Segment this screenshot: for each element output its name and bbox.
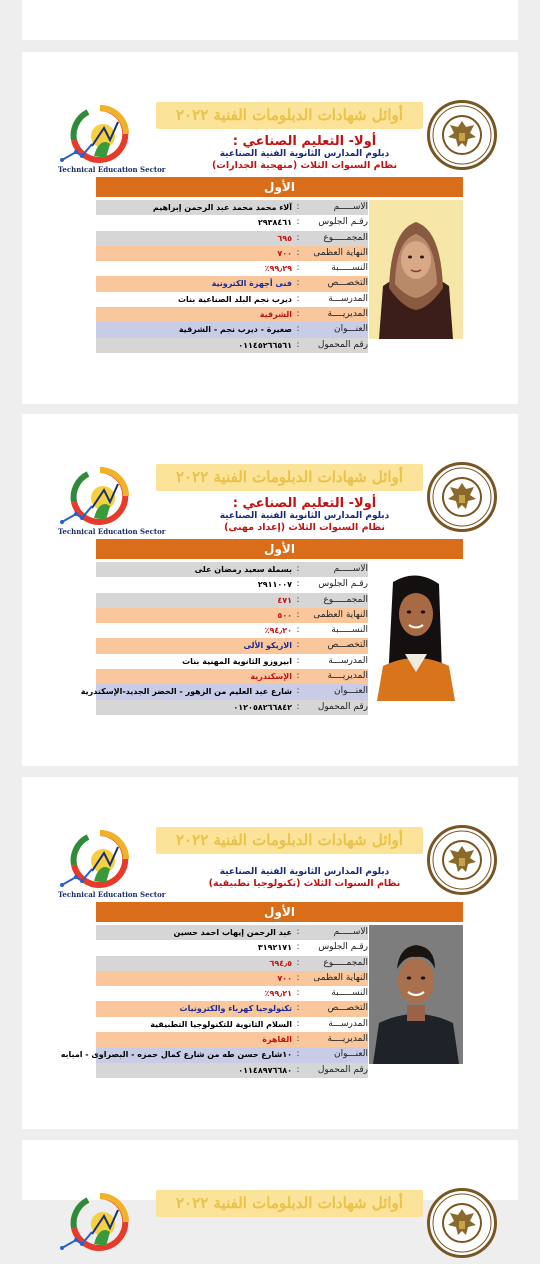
value-name: عبد الرحمن إيهاب احمد حسين bbox=[173, 928, 292, 937]
label-mobile: رقم المحمول bbox=[317, 701, 368, 712]
diploma-subtitle: دبلوم المدارس الثانوية الفنية الصناعية bbox=[219, 149, 390, 159]
result-card-2[interactable] bbox=[22, 414, 518, 766]
colon: : bbox=[296, 1064, 300, 1075]
row-total bbox=[96, 956, 368, 971]
value-mobile: ٠١١٤٨٩٧٦٦٨٠ bbox=[238, 1065, 292, 1075]
label-total: المجمـــــوع bbox=[323, 232, 368, 243]
row-total bbox=[96, 593, 368, 608]
value-seat: ٣١٩٢١٧١ bbox=[257, 943, 292, 953]
colon: : bbox=[296, 988, 300, 999]
value-name: بسملة سعيد رمضان على bbox=[194, 565, 292, 574]
label-seat: رقـم الجلوس bbox=[318, 579, 368, 590]
label-name: الاســـــم bbox=[333, 927, 368, 937]
card-heading bbox=[192, 134, 417, 172]
value-spec: تكنولوجيا كهرباء والكترونيات bbox=[179, 1004, 292, 1014]
technical-sector-logo-icon bbox=[58, 825, 138, 897]
colon: : bbox=[296, 1049, 300, 1060]
row-spec bbox=[96, 638, 368, 653]
row-spec bbox=[96, 1001, 368, 1016]
colon: : bbox=[296, 564, 300, 574]
row-name bbox=[96, 562, 368, 577]
label-max: النهاية العظمى bbox=[313, 972, 368, 983]
system-title: نظام السنوات الثلاث (تكنولوجيا تطبيقية) bbox=[208, 878, 401, 889]
student-photo bbox=[369, 562, 463, 701]
technical-sector-logo-icon bbox=[58, 1188, 138, 1260]
banner-title: أوائل شهادات الدبلومات الفنية ٢٠٢٢ bbox=[156, 1190, 423, 1217]
value-directorate: القاهرة bbox=[262, 1035, 292, 1045]
colon: : bbox=[296, 942, 300, 953]
value-total: ٤٧١ bbox=[277, 595, 292, 605]
value-address: صغيرة - ديرب نجم - الشرقية bbox=[178, 325, 292, 335]
value-name: آلاء محمد محمد عبد الرحمن إبراهيم bbox=[152, 203, 292, 212]
ministry-seal-icon bbox=[427, 825, 497, 895]
colon: : bbox=[296, 927, 300, 937]
row-total bbox=[96, 231, 368, 246]
colon: : bbox=[296, 1018, 300, 1029]
colon: : bbox=[296, 957, 300, 968]
row-name bbox=[96, 925, 368, 940]
colon: : bbox=[296, 972, 300, 983]
label-percent: النســـــبة bbox=[331, 988, 368, 999]
label-address: العنـــوان bbox=[334, 1049, 368, 1060]
system-title: نظام السنوات الثلاث (إعداد مهنى) bbox=[224, 522, 385, 533]
row-mobile bbox=[96, 1063, 368, 1078]
colon: : bbox=[296, 324, 300, 335]
student-photo bbox=[369, 925, 463, 1064]
row-address bbox=[96, 322, 368, 337]
label-spec: التخصـــص bbox=[327, 640, 368, 651]
label-total: المجمـــــوع bbox=[323, 594, 368, 605]
colon: : bbox=[296, 1003, 300, 1014]
colon: : bbox=[296, 609, 300, 620]
value-directorate: الشرقية bbox=[259, 310, 292, 320]
label-name: الاســـــم bbox=[333, 564, 368, 574]
label-percent: النســـــبة bbox=[331, 263, 368, 274]
value-total: ٦٩٥ bbox=[277, 233, 292, 243]
row-directorate bbox=[96, 307, 368, 322]
colon: : bbox=[296, 278, 300, 289]
value-address: شارع عبد العليم من الزهور - الحضر الجديد-الإسكندرية bbox=[80, 687, 292, 697]
ministry-seal-icon bbox=[427, 100, 497, 170]
colon: : bbox=[296, 625, 300, 636]
label-directorate: المديريــــة bbox=[327, 1034, 368, 1045]
value-spec: فنى أجهزة الكترونية bbox=[211, 279, 292, 289]
value-max: ٧٠٠ bbox=[277, 973, 292, 983]
student-photo bbox=[369, 200, 463, 339]
value-directorate: الإسكندرية bbox=[250, 672, 292, 682]
value-percent: ٩٩٫٢١٪ bbox=[264, 989, 292, 999]
value-total: ٦٩٤٫٥ bbox=[269, 958, 292, 968]
colon: : bbox=[296, 579, 300, 590]
row-max bbox=[96, 971, 368, 986]
row-spec bbox=[96, 276, 368, 291]
value-school: السلام الثانوية للتكنولوجيا التطبيقية bbox=[150, 1019, 292, 1029]
value-address: ١٠شارع حسن طه من شارع كمال حمزه - البصراوى - امبابه bbox=[60, 1050, 292, 1060]
colon: : bbox=[296, 686, 300, 697]
label-spec: التخصـــص bbox=[327, 278, 368, 289]
ministry-seal-icon bbox=[427, 462, 497, 532]
value-school: ديرب نجم البلد الصناعية بنات bbox=[178, 294, 292, 304]
row-directorate bbox=[96, 1032, 368, 1047]
value-school: ابيروزو الثانوية المهنية بنات bbox=[182, 656, 292, 666]
heading-title: أولا- التعليم الصناعي : bbox=[232, 134, 377, 149]
result-card-1[interactable] bbox=[22, 52, 518, 404]
colon: : bbox=[296, 594, 300, 605]
colon: : bbox=[296, 640, 300, 651]
colon: : bbox=[296, 293, 300, 304]
sector-caption: Technical Education Sector bbox=[58, 890, 166, 899]
banner-title: أوائل شهادات الدبلومات الفنية ٢٠٢٢ bbox=[156, 827, 423, 854]
value-percent: ٩٤٫٢٠٪ bbox=[264, 626, 292, 636]
rank-bar: الأول bbox=[96, 539, 463, 559]
diploma-subtitle: دبلوم المدارس الثانوية الفنية الصناعية bbox=[219, 511, 390, 521]
label-directorate: المديريــــة bbox=[327, 671, 368, 682]
label-address: العنـــوان bbox=[334, 686, 368, 697]
result-card-4[interactable] bbox=[22, 1140, 518, 1212]
label-name: الاســـــم bbox=[333, 202, 368, 212]
colon: : bbox=[296, 671, 300, 682]
row-percent bbox=[96, 986, 368, 1001]
row-address bbox=[80, 684, 368, 699]
row-seat bbox=[96, 577, 368, 592]
value-percent: ٩٩٫٢٩٪ bbox=[264, 264, 292, 274]
value-mobile: ٠١٢٠٥٨٢٦٦٨٤٢ bbox=[233, 702, 292, 712]
row-school bbox=[96, 1017, 368, 1032]
value-seat: ٢٩١١٠٠٧ bbox=[257, 580, 292, 590]
row-name bbox=[96, 200, 368, 215]
technical-sector-logo-icon bbox=[58, 462, 138, 534]
value-seat: ٢٩٣٨٤٦١ bbox=[257, 218, 292, 228]
row-address bbox=[60, 1047, 368, 1062]
label-seat: رقـم الجلوس bbox=[318, 942, 368, 953]
previous-card-edge bbox=[22, 0, 518, 40]
row-max bbox=[96, 608, 368, 623]
value-mobile: ٠١١٤٥٢٦٦٥٦١ bbox=[238, 340, 292, 350]
system-title: نظام السنوات الثلاث (منهجية الجدارات) bbox=[211, 160, 398, 171]
diploma-subtitle: دبلوم المدارس الثانوية الفنية الصناعية bbox=[219, 867, 390, 877]
ministry-seal-icon bbox=[427, 1188, 497, 1258]
row-directorate bbox=[96, 669, 368, 684]
label-school: المدرســـة bbox=[328, 293, 368, 304]
colon: : bbox=[296, 655, 300, 666]
colon: : bbox=[296, 202, 300, 212]
label-school: المدرســـة bbox=[328, 1018, 368, 1029]
label-school: المدرســـة bbox=[328, 655, 368, 666]
row-school bbox=[96, 292, 368, 307]
value-max: ٧٠٠ bbox=[277, 248, 292, 258]
banner-title: أوائل شهادات الدبلومات الفنية ٢٠٢٢ bbox=[156, 464, 423, 491]
colon: : bbox=[296, 247, 300, 258]
label-mobile: رقم المحمول bbox=[317, 1064, 368, 1075]
sector-caption: Technical Education Sector bbox=[58, 165, 166, 174]
label-max: النهاية العظمى bbox=[313, 609, 368, 620]
colon: : bbox=[296, 217, 300, 228]
rank-bar: الأول bbox=[96, 177, 463, 197]
colon: : bbox=[296, 263, 300, 274]
colon: : bbox=[296, 701, 300, 712]
row-seat bbox=[96, 215, 368, 230]
row-max bbox=[96, 246, 368, 261]
label-directorate: المديريــــة bbox=[327, 309, 368, 320]
label-spec: التخصـــص bbox=[327, 1003, 368, 1014]
banner-title: أوائل شهادات الدبلومات الفنية ٢٠٢٢ bbox=[156, 102, 423, 129]
heading-title: أولا- التعليم الصناعي : bbox=[232, 496, 377, 511]
row-percent bbox=[96, 261, 368, 276]
label-percent: النســـــبة bbox=[331, 625, 368, 636]
row-mobile bbox=[96, 700, 368, 715]
label-total: المجمـــــوع bbox=[323, 957, 368, 968]
details-table bbox=[80, 562, 368, 715]
row-seat bbox=[96, 940, 368, 955]
sector-caption: Technical Education Sector bbox=[58, 527, 166, 536]
result-card-3[interactable] bbox=[22, 777, 518, 1129]
label-address: العنـــوان bbox=[334, 324, 368, 335]
colon: : bbox=[296, 309, 300, 320]
rank-bar: الأول bbox=[96, 902, 463, 922]
technical-sector-logo-icon bbox=[58, 100, 138, 172]
value-spec: الازيكو الألى bbox=[243, 641, 292, 651]
colon: : bbox=[296, 1034, 300, 1045]
colon: : bbox=[296, 232, 300, 243]
details-table bbox=[60, 925, 368, 1078]
row-school bbox=[96, 654, 368, 669]
row-mobile bbox=[96, 338, 368, 353]
label-max: النهاية العظمى bbox=[313, 247, 368, 258]
label-seat: رقـم الجلوس bbox=[318, 217, 368, 228]
card-heading bbox=[192, 867, 417, 890]
card-heading bbox=[192, 496, 417, 534]
details-table bbox=[96, 200, 368, 353]
top-strip bbox=[0, 0, 540, 40]
value-max: ٥٠٠ bbox=[277, 610, 292, 620]
row-percent bbox=[96, 623, 368, 638]
colon: : bbox=[296, 339, 300, 350]
label-mobile: رقم المحمول bbox=[317, 339, 368, 350]
